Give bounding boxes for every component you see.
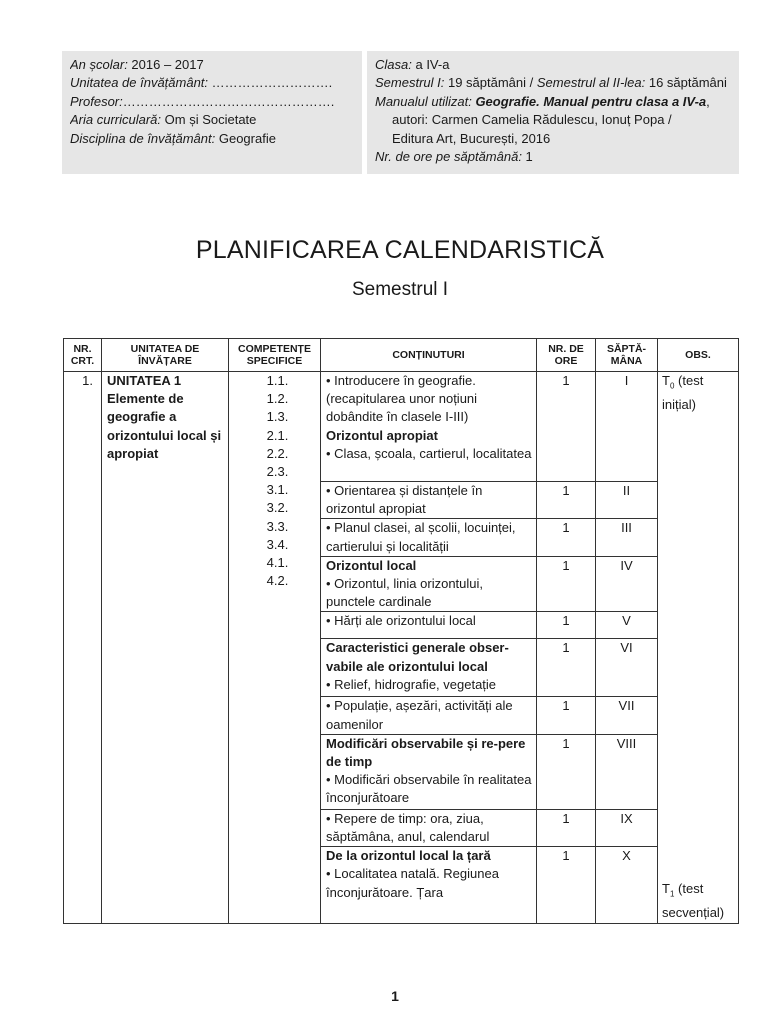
planning-table xyxy=(63,338,739,924)
continut-text: • Hărți ale orizontului local xyxy=(326,613,476,629)
competenta-item: 1.2. xyxy=(266,391,289,407)
cell-continut xyxy=(321,556,537,612)
competenta-item: 2.2. xyxy=(266,445,289,461)
page-subtitle: Semestrul I xyxy=(351,279,449,300)
cell-saptamana: VI xyxy=(596,639,658,697)
cell-ore: 1 xyxy=(537,372,596,482)
continut-text: • Localitatea natală. Regiunea înconjurătoare. Țara xyxy=(326,866,499,900)
cell-ore: 1 xyxy=(537,847,596,924)
cell-saptamana: III xyxy=(596,519,658,556)
cell-saptamana: IX xyxy=(596,809,658,846)
table-header-row xyxy=(64,339,739,372)
obs-test-label: T xyxy=(662,373,670,388)
cell-continut xyxy=(321,372,537,482)
unitate-line: Unitatea de învățământ: ………………………. xyxy=(70,75,333,91)
continut-text: • Repere de timp: ora, ziua, săptămâna, anul, calendarul xyxy=(326,810,490,845)
obs-test-index: 1 xyxy=(669,889,675,899)
cell-continut xyxy=(321,482,537,519)
continut-heading: Caracteristici generale obser-vabile ale orizontului local xyxy=(326,640,509,674)
semestre-line: Semestrul I: 19 săptămâni / Semestrul al II-lea: 16 săptămâni xyxy=(375,75,727,91)
cell-ore: 1 xyxy=(537,809,596,846)
cell-continut xyxy=(321,697,537,734)
header-competente: COMPETENȚE SPECIFICE xyxy=(229,339,321,372)
editura-line: Editura Art, București, 2016 xyxy=(392,130,551,146)
continut-text: • Orientarea și distanțele în orizontul apropiat xyxy=(326,483,483,517)
cell-ore: 1 xyxy=(537,612,596,639)
manual-line: Manualul utilizat: Geografie. Manual pentru clasa a IV-a, xyxy=(375,93,710,109)
cell-saptamana: I xyxy=(596,372,658,482)
competenta-item: 3.3. xyxy=(266,518,289,534)
obs-test-label: T xyxy=(662,881,670,897)
cell-unitate: UNITATEA 1 Elemente de geografie a orizontului local și apropiat xyxy=(102,372,229,924)
header-unitate: UNITATEA DE ÎNVĂȚARE xyxy=(102,339,229,372)
profesor-line: Profesor:…………………………………………. xyxy=(70,93,335,109)
cell-competente xyxy=(229,372,321,924)
continut-text: • Orizontul, linia orizontului, punctele cardinale xyxy=(326,576,484,610)
cell-ore: 1 xyxy=(537,697,596,734)
cell-ore: 1 xyxy=(537,519,596,556)
competenta-item: 1.1. xyxy=(266,373,289,388)
cell-saptamana: V xyxy=(596,612,658,639)
competenta-item: 3.4. xyxy=(266,536,289,552)
competenta-item: 4.2. xyxy=(266,573,289,589)
obs-test-index: 0 xyxy=(669,381,675,391)
page-number: 1 xyxy=(391,988,399,1004)
header-info-right xyxy=(367,51,739,174)
cell-ore: 1 xyxy=(537,734,596,809)
cell-saptamana: IV xyxy=(596,556,658,612)
cell-obs xyxy=(658,372,739,924)
cell-ore: 1 xyxy=(537,556,596,612)
cell-continut xyxy=(321,809,537,846)
competenta-item: 2.3. xyxy=(266,464,289,480)
header-continuturi: CONȚINUTURI xyxy=(321,339,537,372)
continut-text: • Modificări observabile în realitatea înconjurătoare xyxy=(326,772,532,806)
cell-saptamana: VII xyxy=(596,697,658,734)
continut-text: • Clasa, școala, cartierul, localitatea xyxy=(326,445,532,461)
obs-test-secvential xyxy=(662,880,736,922)
cell-continut xyxy=(321,519,537,556)
competenta-item: 3.2. xyxy=(266,500,289,516)
obs-test-initial xyxy=(662,372,736,414)
header-ore: NR. DE ORE xyxy=(537,339,596,372)
competenta-item: 1.3. xyxy=(266,409,289,425)
ore-line: Nr. de ore pe săptămână: 1 xyxy=(375,149,533,165)
header-obs: OBS. xyxy=(658,339,739,372)
header-saptamana: SĂPTĂ- MÂNA xyxy=(596,339,658,372)
disciplina-line: Disciplina de învățământ: Geografie xyxy=(70,130,276,146)
obs-test-text: (test inițial) xyxy=(662,373,704,412)
page-title: PLANIFICAREA CALENDARISTICĂ xyxy=(195,236,605,264)
cell-saptamana: II xyxy=(596,482,658,519)
cell-continut xyxy=(321,639,537,697)
continut-text: • Relief, hidrografie, vegetație xyxy=(326,676,497,692)
continut-text: • Populație, așezări, activități ale oamenilor xyxy=(326,698,513,732)
clasa-line: Clasa: a IV-a xyxy=(375,57,450,72)
cell-ore: 1 xyxy=(537,639,596,697)
table-body xyxy=(64,372,739,924)
competenta-item: 4.1. xyxy=(266,555,289,571)
competenta-item: 3.1. xyxy=(266,482,289,498)
cell-saptamana: X xyxy=(596,847,658,924)
header-nr: NR. CRT. xyxy=(64,339,102,372)
obs-test-text: (test secvențial) xyxy=(662,881,725,921)
cell-continut xyxy=(321,847,537,924)
header-info-left xyxy=(62,51,362,174)
cell-saptamana: VIII xyxy=(596,734,658,809)
an-scolar-line: An școlar: 2016 – 2017 xyxy=(70,57,204,72)
aria-line: Aria curriculară: Om și Societate xyxy=(70,112,257,128)
continut-text: • Planul clasei, al școlii, locuinței, cartierului și localității xyxy=(326,520,516,554)
competente-list xyxy=(261,372,289,590)
table-row xyxy=(64,372,739,482)
autori-line: autori: Carmen Camelia Rădulescu, Ionuț Popa / xyxy=(392,112,672,128)
continut-heading: Orizontul apropiat xyxy=(326,427,438,443)
continut-heading: Orizontul local xyxy=(326,557,417,573)
cell-continut xyxy=(321,734,537,809)
cell-continut xyxy=(321,612,537,639)
continut-heading: Modificări observabile și re-pere de timp xyxy=(326,735,526,770)
continut-text: • Introducere în geografie. (recapitularea unor noțiuni dobândite în clasele I-III) xyxy=(326,373,478,425)
continut-heading: De la orizontul local la țară xyxy=(326,848,491,864)
cell-ore: 1 xyxy=(537,482,596,519)
cell-nr: 1. xyxy=(64,372,102,924)
competenta-item: 2.1. xyxy=(266,427,289,443)
